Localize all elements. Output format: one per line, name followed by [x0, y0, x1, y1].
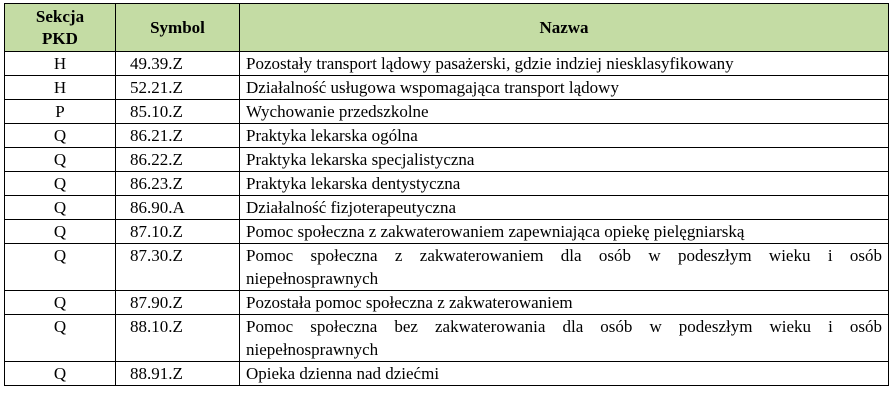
row-section: H — [5, 52, 116, 76]
pkd-table — [4, 3, 889, 386]
header-section-line1: Sekcja — [35, 6, 85, 26]
row-section: Q — [5, 291, 116, 315]
header-section — [5, 4, 116, 52]
row-section: Q — [5, 362, 116, 386]
table-row — [5, 220, 889, 244]
header-name: Nazwa — [240, 4, 889, 52]
row-symbol: 85.10.Z — [116, 100, 240, 124]
row-section: P — [5, 100, 116, 124]
row-section: Q — [5, 172, 116, 196]
row-symbol: 88.10.Z — [116, 315, 240, 362]
row-symbol: 87.10.Z — [116, 220, 240, 244]
row-section: Q — [5, 196, 116, 220]
table-row — [5, 52, 889, 76]
table-row — [5, 76, 889, 100]
row-symbol: 86.90.A — [116, 196, 240, 220]
header-symbol: Symbol — [116, 4, 240, 52]
row-name: Praktyka lekarska ogólna — [240, 124, 889, 148]
row-name: Pomoc społeczna z zakwaterowaniem dla osób w podeszłym wieku i osób niepełnosprawnych — [240, 244, 889, 291]
row-name: Pozostała pomoc społeczna z zakwaterowaniem — [240, 291, 889, 315]
row-symbol: 88.91.Z — [116, 362, 240, 386]
row-name: Pomoc społeczna bez zakwaterowania dla osób w podeszłym wieku i osób niepełnosprawnych — [240, 315, 889, 362]
row-symbol: 87.90.Z — [116, 291, 240, 315]
table-row — [5, 315, 889, 362]
table-row — [5, 196, 889, 220]
table-row — [5, 100, 889, 124]
table-row — [5, 244, 889, 291]
row-symbol: 86.21.Z — [116, 124, 240, 148]
table-row — [5, 362, 889, 386]
row-name: Praktyka lekarska specjalistyczna — [240, 148, 889, 172]
row-name: Pomoc społeczna z zakwaterowaniem zapewniająca opiekę pielęgniarską — [240, 220, 889, 244]
table-row — [5, 291, 889, 315]
row-symbol: 86.22.Z — [116, 148, 240, 172]
row-section: Q — [5, 124, 116, 148]
row-name: Wychowanie przedszkolne — [240, 100, 889, 124]
header-section-line2: PKD — [42, 28, 78, 48]
row-symbol: 86.23.Z — [116, 172, 240, 196]
table-row — [5, 172, 889, 196]
row-section: H — [5, 76, 116, 100]
table-row — [5, 148, 889, 172]
header-row — [5, 4, 889, 52]
row-name: Opieka dzienna nad dziećmi — [240, 362, 889, 386]
row-symbol: 52.21.Z — [116, 76, 240, 100]
row-name: Pozostały transport lądowy pasażerski, gdzie indziej niesklasyfikowany — [240, 52, 889, 76]
row-name: Działalność usługowa wspomagająca transport lądowy — [240, 76, 889, 100]
row-symbol: 49.39.Z — [116, 52, 240, 76]
table-row — [5, 124, 889, 148]
row-section: Q — [5, 315, 116, 362]
row-section: Q — [5, 220, 116, 244]
row-section: Q — [5, 148, 116, 172]
row-name: Działalność fizjoterapeutyczna — [240, 196, 889, 220]
row-symbol: 87.30.Z — [116, 244, 240, 291]
row-section: Q — [5, 244, 116, 291]
row-name: Praktyka lekarska dentystyczna — [240, 172, 889, 196]
